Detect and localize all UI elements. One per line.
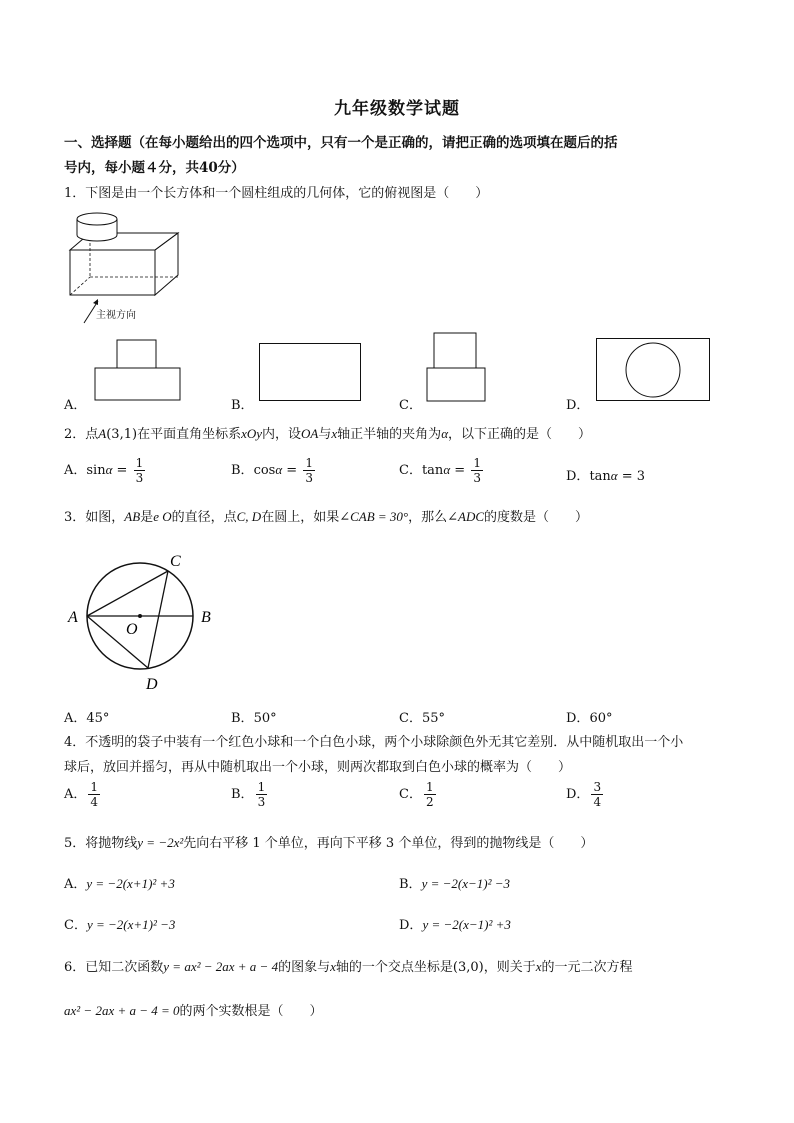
- section-header-line2: 号内，每小题４分，共40分）: [64, 160, 245, 176]
- fraction: $\frac{1}{4}$: [90, 780, 99, 809]
- fraction: $\frac{1}{3}$: [473, 456, 481, 485]
- q3-stem: 3．如图，AB是e O的直径，点C, D在圆上，如果∠CAB = 30°，那么∠ADC的度数是（ ）: [64, 509, 589, 525]
- q1-option-a-figure: [95, 340, 180, 402]
- label-a: A: [68, 609, 78, 626]
- fraction: $\frac{1}{3}$: [257, 780, 266, 809]
- q3-option-a[interactable]: A．45°: [64, 711, 110, 726]
- q5-option-d[interactable]: D．y = −2(x−1)² +3: [399, 917, 511, 933]
- q1-stem: 1．下图是由一个长方体和一个圆柱组成的几何体，它的俯视图是（ ）: [64, 186, 489, 201]
- section-header-line1: 一、选择题（在每小题给出的四个选项中，只有一个是正确的，请把正确的选项填在题后的括: [64, 135, 618, 151]
- q2-option-c[interactable]: C．tanα = $\frac{1}{3}$: [399, 456, 481, 485]
- q3-circle-figure: [62, 548, 222, 693]
- label-c: C: [170, 553, 181, 570]
- q4-option-c[interactable]: C． $\frac{1}{2}$: [399, 780, 434, 809]
- q5-stem: 5．将抛物线y = −2x²先向右平移 1 个单位，再向下平移 3 个单位，得到的抛物线是（ ）: [64, 835, 594, 851]
- q1-option-b[interactable]: B．: [231, 398, 254, 413]
- q3-option-b[interactable]: B．50°: [231, 711, 277, 726]
- fraction: $\frac{1}{3}$: [305, 456, 313, 485]
- chord-cd: [148, 571, 168, 668]
- q2-option-a[interactable]: A．sinα = $\frac{1}{3}$: [64, 456, 144, 485]
- q5-option-c[interactable]: C．y = −2(x+1)² −3: [64, 917, 176, 933]
- q6-stem-line1: 6．已知二次函数y = ax² − 2ax + a − 4的图象与x轴的一个交点坐标是(3,0)，则关于x的一元二次方程: [64, 959, 633, 975]
- q1-option-d[interactable]: D．: [566, 398, 590, 413]
- q6-stem-line2: ax² − 2ax + a − 4 = 0的两个实数根是（ ）: [64, 1003, 323, 1019]
- fraction: $\frac{1}{2}$: [425, 780, 434, 809]
- chord-ac: [87, 571, 168, 616]
- q5-option-a[interactable]: A．y = −2(x+1)² +3: [64, 876, 175, 892]
- q2-option-d[interactable]: D．tanα = 3: [566, 468, 646, 484]
- q1-option-c[interactable]: C．: [399, 398, 422, 413]
- q5-option-b[interactable]: B．y = −2(x−1)² −3: [399, 876, 510, 892]
- q2-stem: 2．点A(3,1)在平面直角坐标系xOy内，设OA与x轴正半轴的夹角为α，以下正确的是（ ）: [64, 426, 592, 442]
- q4-stem-line2: 球后，放回并摇匀，再从中随机取出一个小球，则两次都取到白色小球的概率为（ ）: [64, 760, 572, 775]
- label-b: B: [201, 609, 211, 626]
- q4-option-d[interactable]: D． $\frac{3}{4}$: [566, 780, 602, 809]
- q1-option-a[interactable]: A．: [64, 398, 87, 413]
- center-point: [138, 614, 142, 618]
- label-d: D: [146, 676, 158, 693]
- q4-stem-line1: 4．不透明的袋子中装有一个红色小球和一个白色小球，两个小球除颜色外无其它差别．从中随机取出一个小: [64, 735, 684, 750]
- fraction: $\frac{3}{4}$: [593, 780, 602, 809]
- cylinder-top: [77, 213, 117, 225]
- q1-option-d-figure: [596, 338, 711, 402]
- label-o: O: [126, 621, 138, 638]
- q2-option-b[interactable]: B．cosα = $\frac{1}{3}$: [231, 456, 313, 485]
- box-front-face: [70, 250, 155, 295]
- q4-option-b[interactable]: B． $\frac{1}{3}$: [231, 780, 266, 809]
- page-title: 九年级数学试题: [334, 99, 460, 119]
- chord-ad: [87, 616, 148, 668]
- q4-option-a[interactable]: A． $\frac{1}{4}$: [64, 780, 99, 809]
- q1-option-b-figure: [259, 343, 361, 401]
- q1-direction-label: 主视方向: [96, 310, 136, 321]
- q3-option-d[interactable]: D．60°: [566, 711, 613, 726]
- fraction: $\frac{1}{3}$: [135, 456, 144, 485]
- box-side-face: [155, 233, 178, 295]
- q3-option-c[interactable]: C．55°: [399, 711, 445, 726]
- q1-option-c-figure: [427, 333, 487, 403]
